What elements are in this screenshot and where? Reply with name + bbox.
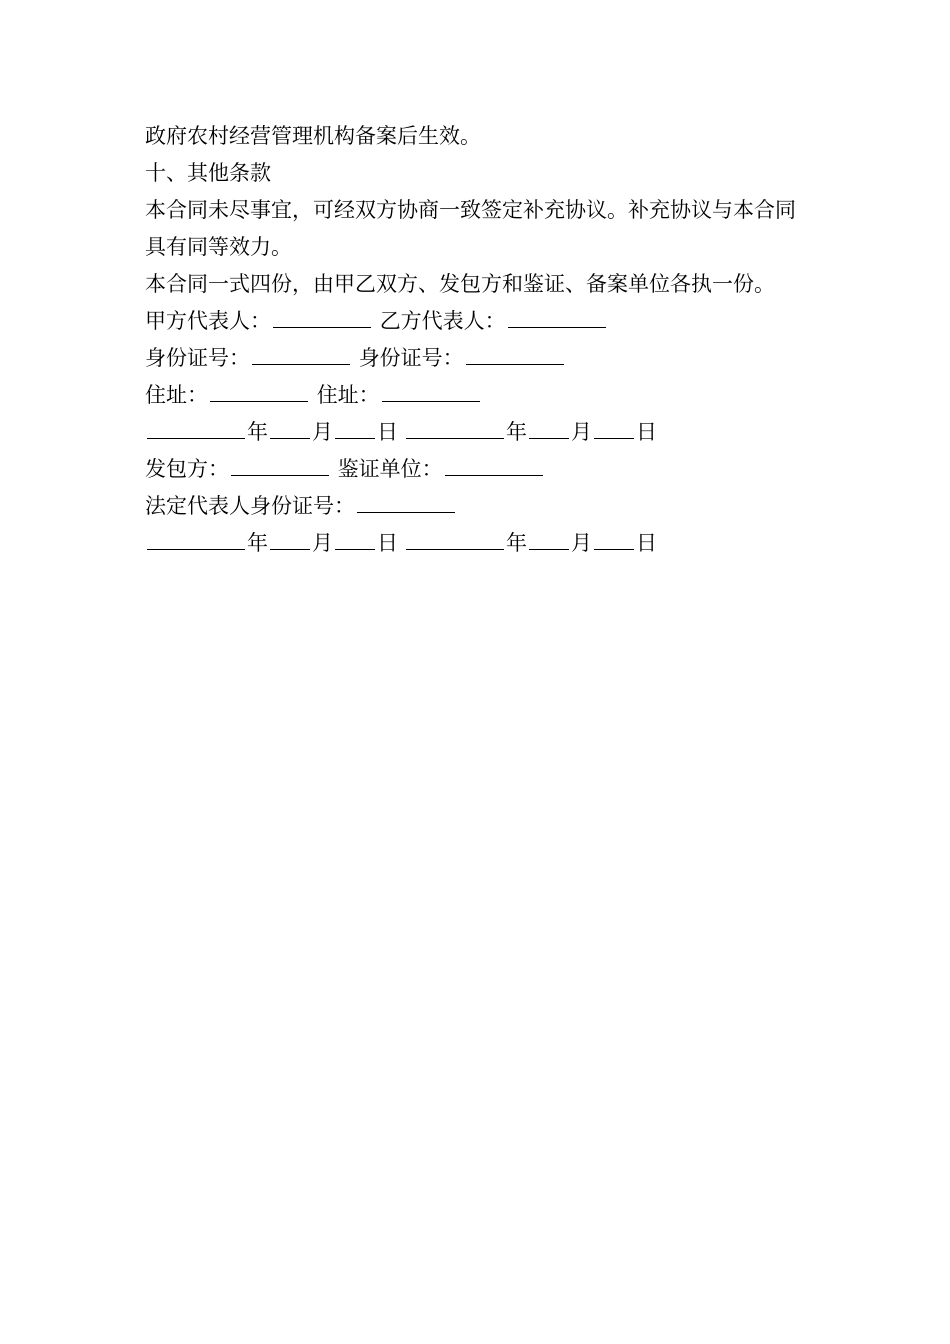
day-label: 日 [636,531,657,555]
blank-field [273,303,371,328]
blank-field [594,414,634,439]
id-number-line [145,340,810,377]
date-line [145,525,810,562]
day-label: 日 [377,531,398,555]
day-label: 日 [636,420,657,444]
year-label: 年 [506,420,527,444]
paragraph: 本合同一式四份，由甲乙双方、发包方和鉴证、备案单位各执一份。 [145,272,775,296]
party-b-rep-label: 乙方代表人： [379,309,506,333]
address-label: 住址： [145,383,208,407]
paragraph: 本合同未尽事宜，可经双方协商一致签定补充协议。补充协议与本合同具有同等效力。 [145,198,796,259]
blank-field [252,340,350,365]
rep-signature-line [145,303,810,340]
blank-field [406,414,504,439]
blank-field [508,303,606,328]
month-label: 月 [571,420,592,444]
blank-field [529,525,569,550]
contract-text [145,118,810,562]
address-line [145,377,810,414]
blank-field [594,525,634,550]
text-line: 政府农村经营管理机构备案后生效。 [145,124,481,148]
party-a-rep-label: 甲方代表人： [145,309,271,333]
blank-field [357,488,455,513]
blank-field [270,414,310,439]
id-number-label: 身份证号： [145,346,250,370]
certifier-label: 鉴证单位： [337,457,443,481]
date-line [145,414,810,451]
contractor-line [145,451,810,488]
blank-field [406,525,504,550]
legal-rep-id-label: 法定代表人身份证号： [145,494,355,518]
blank-field [270,525,310,550]
month-label: 月 [571,531,592,555]
year-label: 年 [247,420,268,444]
blank-field [147,414,245,439]
blank-field [147,525,245,550]
blank-field [445,451,543,476]
blank-field [335,525,375,550]
contractor-label: 发包方： [145,457,229,481]
blank-field [529,414,569,439]
section-heading: 十、其他条款 [145,161,271,185]
id-number-label: 身份证号： [358,346,464,370]
day-label: 日 [377,420,398,444]
blank-field [231,451,329,476]
blank-field [382,377,480,402]
address-label: 住址： [316,383,380,407]
legal-rep-id-line [145,488,810,525]
blank-field [335,414,375,439]
month-label: 月 [312,420,333,444]
year-label: 年 [247,531,268,555]
month-label: 月 [312,531,333,555]
year-label: 年 [506,531,527,555]
blank-field [210,377,308,402]
blank-field [466,340,564,365]
